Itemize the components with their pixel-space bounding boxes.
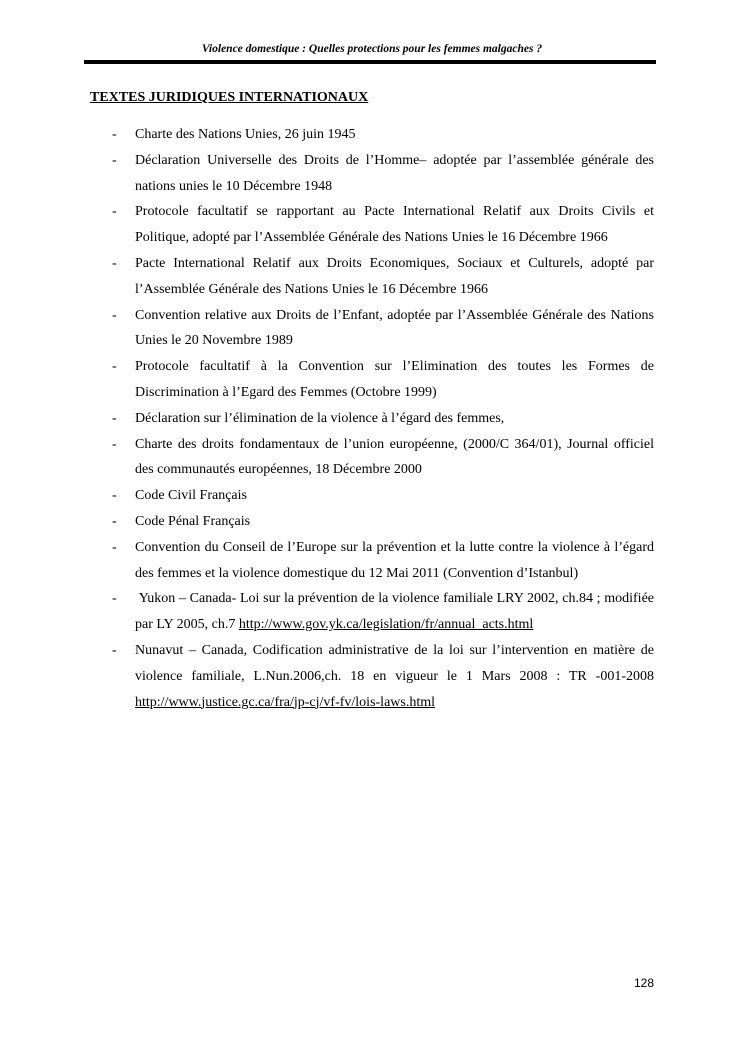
reference-item <box>0 354 654 406</box>
reference-text: Protocole facultatif se rapportant au Pacte International Relatif aux Droits Civils et Politique, adopté par l’Assemblée Générale des Nations Unies le 16 Décembre 1966 <box>135 204 654 246</box>
list-dash: - <box>112 488 117 504</box>
reference-item <box>0 303 654 355</box>
reference-item <box>0 406 654 432</box>
reference-text: Code Civil Français <box>135 488 247 504</box>
list-dash: - <box>112 127 117 142</box>
reference-list <box>0 122 744 715</box>
list-dash: - <box>112 513 117 529</box>
list-dash: - <box>112 152 117 168</box>
reference-text: Charte des Nations Unies, 26 juin 1945 <box>135 127 356 142</box>
page-number: 128 <box>633 976 654 990</box>
reference-text: Code Pénal Français <box>135 513 251 529</box>
list-dash: - <box>112 255 117 271</box>
reference-item <box>0 638 654 715</box>
list-dash: - <box>112 204 117 220</box>
reference-item <box>0 483 654 509</box>
reference-item <box>0 148 654 200</box>
reference-text: Nunavut – Canada, Codification administrative de la loi sur l’intervention en matière de violence familiale, L.Nun.2006,ch. 18 en vigueur le 1 Mars 2008 : TR -001-2008 <box>135 642 654 684</box>
yukon-legislation-link[interactable]: http://www.gov.yk.ca/legislation/fr/annual_acts.html <box>238 617 534 633</box>
reference-text: Protocole facultatif à la Convention sur l’Elimination des toutes les Formes de Discrimination à l’Egard des Femmes (Octobre 1999) <box>135 359 654 400</box>
list-dash: - <box>112 410 117 426</box>
header-rule <box>84 60 656 64</box>
list-dash: - <box>112 436 117 452</box>
reference-text: Convention relative aux Droits de l’Enfant, adoptée par l’Assemblée Générale des Nations Unies le 20 Novembre 1989 <box>135 307 654 349</box>
list-dash: - <box>112 539 117 555</box>
reference-item <box>0 586 658 638</box>
running-header: Violence domestique : Quelles protections pour les femmes malgaches ? <box>201 43 543 55</box>
reference-text: Pacte International Relatif aux Droits Economiques, Sociaux et Culturels, adopté par l’Assemblée Générale des Nations Unies le 16 Décembre 1966 <box>135 255 654 297</box>
list-dash: - <box>112 359 117 375</box>
list-dash: - <box>112 591 117 607</box>
reference-item <box>0 199 654 251</box>
reference-text: Charte des droits fondamentaux de l’union européenne, (2000/C 364/01), Journal officiel des communautés européennes, 18 Décembre 2000 <box>135 436 654 478</box>
section-heading: TEXTES JURIDIQUES INTERNATIONAUX <box>90 90 369 105</box>
reference-text: Déclaration Universelle des Droits de l’Homme– adoptée par l’assemblée générale des nations unies le 10 Décembre 1948 <box>135 152 654 194</box>
reference-item <box>0 432 654 484</box>
reference-item <box>0 122 654 148</box>
reference-item <box>0 509 654 535</box>
list-dash: - <box>112 307 117 323</box>
reference-text: Déclaration sur l’élimination de la violence à l’égard des femmes, <box>135 410 505 426</box>
reference-text: Convention du Conseil de l’Europe sur la prévention et la lutte contre la violence à l’égard des femmes et la violence domestique du 12 Mai 2011 (Convention d’Istanbul) <box>135 539 654 581</box>
reference-item <box>0 535 654 587</box>
list-dash: - <box>112 642 117 658</box>
reference-item <box>0 251 654 303</box>
reference-text: Yukon – Canada- Loi sur la prévention de la violence familiale LRY 2002, ch.84 ; modifiée par LY 2005, ch.7 <box>135 591 658 633</box>
justice-canada-link[interactable]: http://www.justice.gc.ca/fra/jp-cj/vf-fv/lois-laws.html <box>135 694 436 710</box>
